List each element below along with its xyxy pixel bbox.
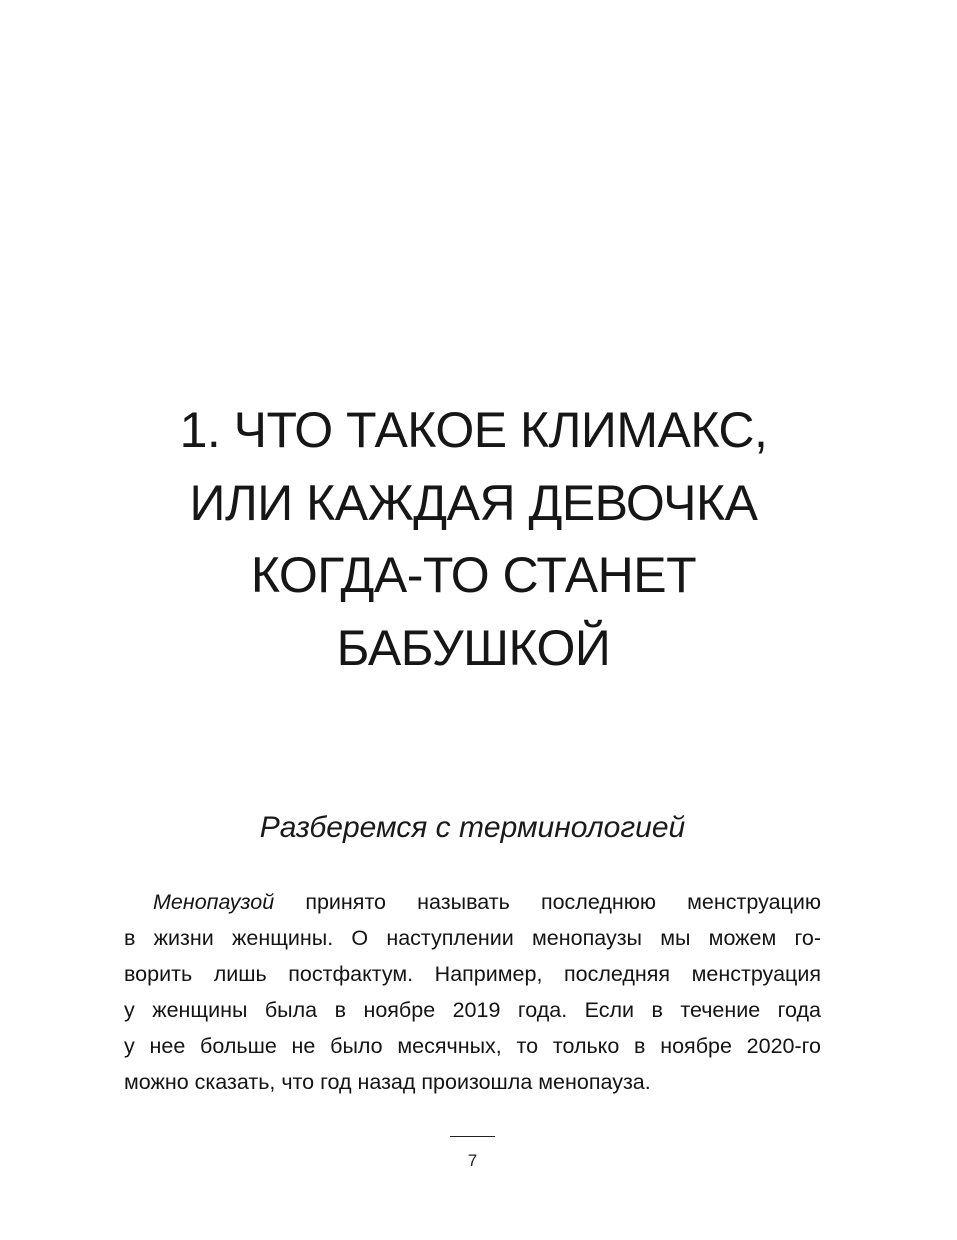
chapter-title-line: БАБУШКОЙ xyxy=(336,619,611,676)
chapter-title-line: 1. ЧТО ТАКОЕ КЛИМАКС, xyxy=(179,402,768,458)
paragraph-line: ворить лишь постфактум. Например, последняя менструация xyxy=(124,962,821,986)
paragraph-line-text: принято называть последнюю менструацию xyxy=(274,890,821,914)
section-subtitle: Разберемся с терминологией xyxy=(259,811,686,844)
paragraph-line: у нее больше не было месячных, то только в ноябре 2020-го xyxy=(124,1034,821,1058)
chapter-title xyxy=(0,394,947,684)
paragraph-line: можно сказать, что год назад произошла менопауза. xyxy=(124,1070,651,1094)
emphasized-term: Менопаузой xyxy=(153,890,275,914)
paragraph-line: в жизни женщины. О наступлении менопаузы мы можем го- xyxy=(124,926,821,950)
page-number-rule xyxy=(450,1136,495,1137)
body-paragraph xyxy=(124,884,821,1100)
paragraph-line xyxy=(124,884,821,920)
chapter-title-line: КОГДА-ТО СТАНЕТ xyxy=(250,547,697,603)
chapter-title-line: ИЛИ КАЖДАЯ ДЕВОЧКА xyxy=(189,474,758,531)
page-number: 7 xyxy=(467,1151,478,1170)
paragraph-line: у женщины была в ноябре 2019 года. Если в течение года xyxy=(124,998,821,1022)
